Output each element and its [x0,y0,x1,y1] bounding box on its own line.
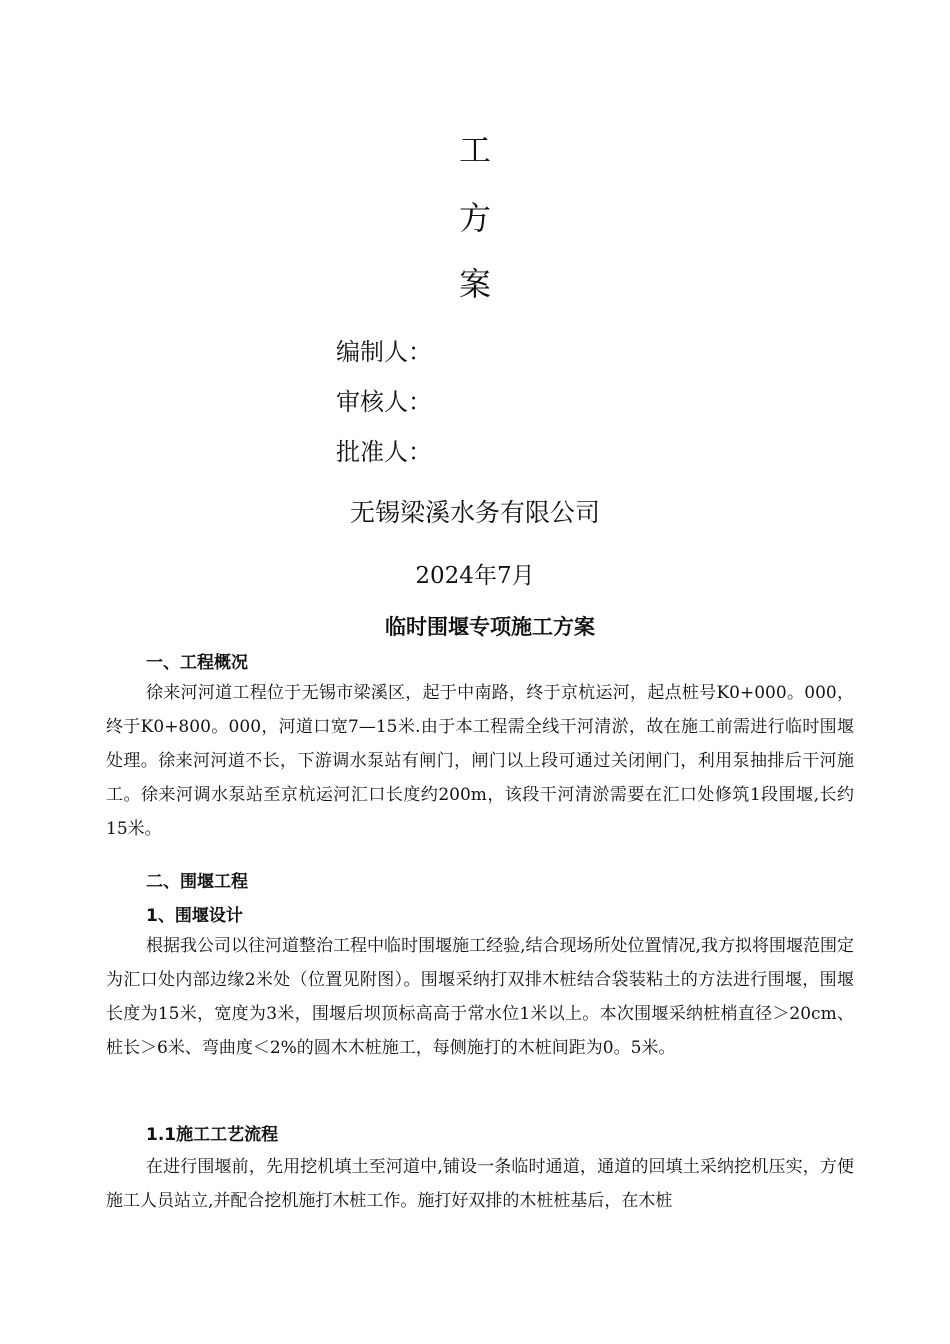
section-paragraph-process: 在进行围堰前，先用挖机填土至河道中,铺设一条临时通道，通道的回填土采纳挖机压实，方便施工人员站立,并配合挖机施打木桩工作。施打好双排的木桩桩基后，在木桩 [106,1157,854,1211]
cover-title-char-2: 方 [458,199,491,237]
cover-title-char-3: 案 [458,265,491,303]
section-paragraph-design: 根据我公司以往河道整治工程中临时围堰施工经验,结合现场所处位置情况,我方拟将围堰范围定为汇口处内部边缘2米处（位置见附图）。围堰采纳打双排木桩结合袋装粘土的方法进行围堰，围堰长度为15米，宽度为3米，围堰后坝顶标高高于常水位1米以上。本次围堰采纳桩梢直径＞20cm、桩长＞6米、弯曲度＜2%的圆木木桩施工，每侧施打的木桩间距为0。5米。 [106,936,854,1058]
cover-title-char-1: 工 [458,131,491,169]
section-heading-process: 1.1施工工艺流程 [146,1125,279,1145]
signature-reviewer: 审核人： [336,388,432,416]
company-name: 无锡梁溪水务有限公司 [349,498,600,527]
document-title: 临时围堰专项施工方案 [385,615,595,639]
signature-compiler: 编制人： [336,338,432,366]
section-heading-cofferdam: 二、围堰工程 [146,872,248,892]
section-paragraph-overview: 徐来河河道工程位于无锡市梁溪区，起于中南路，终于京杭运河，起点桩号K0+000。000，终于K0+800。000，河道口宽7—15米.由于本工程需全线干河清淤，故在施工前需进行临时围堰处理。徐来河河道不长，下游调水泵站有闸门，闸门以上段可通过关闭闸门，利用泵抽排后干河施工。徐来河调水泵站至京杭运河汇口长度约200m，该段干河清淤需要在汇口处修筑1段围堰,长约15米。 [106,683,854,839]
section-heading-design: 1、围堰设计 [146,906,243,926]
cover-date: 2024年7月 [415,563,535,589]
signature-approver: 批准人： [336,438,432,466]
section-heading-overview: 一、工程概况 [146,653,248,673]
